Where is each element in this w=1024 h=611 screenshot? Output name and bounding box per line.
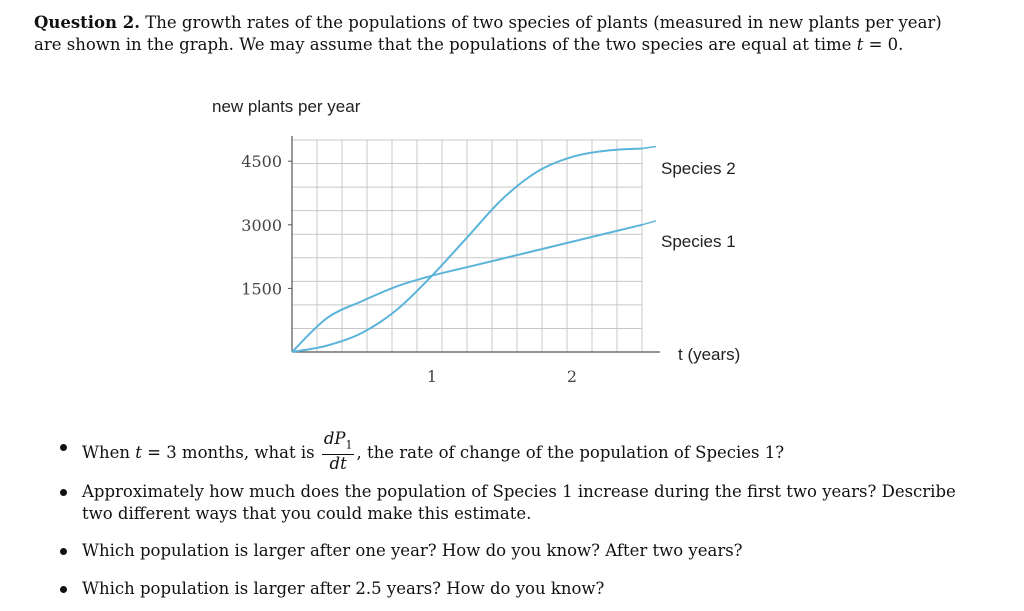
bullet-4-text: Which population is larger after 2.5 years? How do you know? — [82, 579, 605, 598]
question-text-1: The growth rates of the populations of two species of plants (measured in new plants per year) — [140, 13, 942, 32]
series-leader-species-2 — [642, 146, 656, 148]
x-tick-label: 1 — [426, 367, 438, 386]
bullet-dot — [60, 444, 67, 451]
bullet-dot — [60, 586, 67, 593]
bullet-3-text: Which population is larger after one year? How do you know? After two years? — [82, 541, 743, 560]
x-axis-label — [678, 345, 740, 364]
bullet-1-post: , the rate of change of the population of Species 1? — [356, 443, 785, 463]
question-label: Question 2. — [34, 13, 141, 32]
y-tick-label: 4500 — [241, 152, 282, 172]
bullet-2-line-1: Approximately how much does the population of Species 1 increase during the first two years? Describe — [82, 482, 956, 501]
chart-series — [292, 146, 656, 352]
question-var-t: t — [856, 35, 864, 54]
bullet-dot — [60, 548, 67, 555]
question-text-3: = 0. — [863, 35, 904, 54]
derivative-fraction — [322, 430, 355, 473]
bullet-2-line-2: two different ways that you could make this estimate. — [82, 504, 532, 523]
y-tick-labels — [241, 152, 292, 298]
y-tick-label: 1500 — [241, 279, 282, 299]
chart-grid — [292, 140, 642, 352]
question-text-2: are shown in the graph. We may assume that the populations of the two species are equal at time — [34, 35, 857, 54]
y-axis-label: new plants per year — [212, 97, 361, 116]
y-tick-label: 3000 — [241, 215, 282, 235]
x-tick-labels — [427, 367, 577, 386]
series-label-species-1: Species 1 — [661, 232, 736, 251]
bullet-1-text — [82, 429, 785, 475]
series-leader-species-1 — [642, 221, 656, 225]
chart-axes — [292, 136, 660, 352]
fraction-denominator: dt — [329, 454, 347, 474]
x-axis-label-text: t (years) — [678, 345, 741, 364]
series-label-species-2: Species 2 — [661, 159, 736, 178]
bullet-1-var: t — [135, 443, 142, 463]
bullet-1-mid: = 3 months, what is — [141, 443, 320, 463]
fraction-numerator: $dP_1$ — [322, 430, 355, 455]
bullet-1-pre: When — [82, 443, 136, 463]
bullet-dot — [60, 489, 67, 496]
x-tick-label: 2 — [566, 367, 578, 386]
